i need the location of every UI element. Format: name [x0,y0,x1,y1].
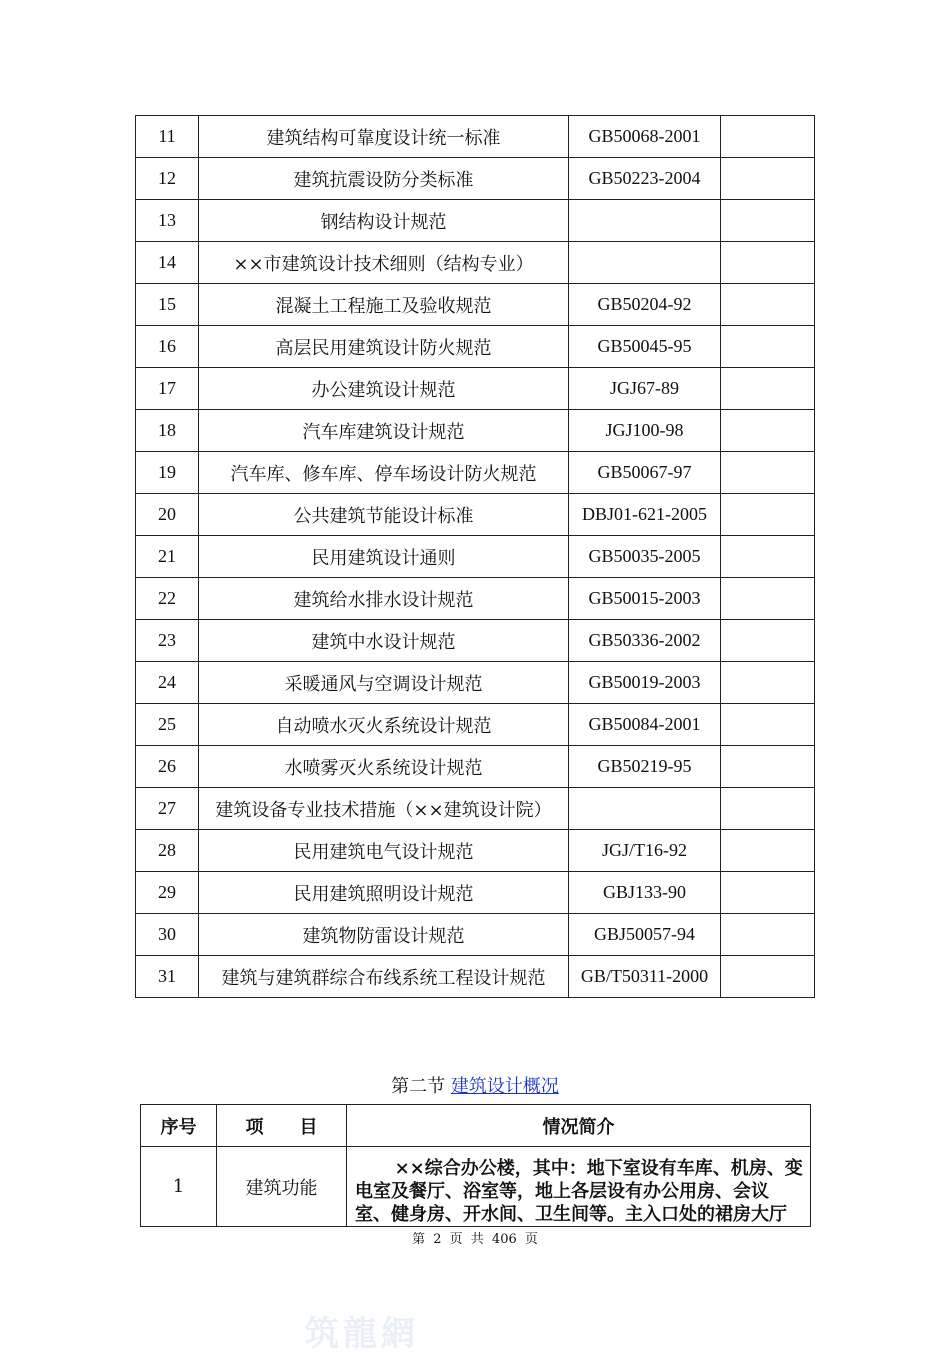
standard-no: 14 [136,242,199,284]
standard-note [721,788,815,830]
standard-no: 26 [136,746,199,788]
standard-row [136,410,815,452]
standard-name: 混凝土工程施工及验收规范 [199,284,569,326]
standard-name: 汽车库建筑设计规范 [199,410,569,452]
standard-no: 17 [136,368,199,410]
standard-no: 13 [136,200,199,242]
standard-note [721,872,815,914]
standard-note [721,410,815,452]
standard-code: GB50336-2002 [569,620,721,662]
standard-no: 23 [136,620,199,662]
standard-no: 16 [136,326,199,368]
standard-no: 29 [136,872,199,914]
standard-no: 31 [136,956,199,998]
standard-row [136,158,815,200]
standard-row [136,116,815,158]
standard-note [721,368,815,410]
standard-row [136,872,815,914]
standard-note [721,284,815,326]
standard-row [136,326,815,368]
standard-note [721,200,815,242]
standard-note [721,746,815,788]
standard-name: 汽车库、修车库、停车场设计防火规范 [199,452,569,494]
standard-code: JGJ/T16-92 [569,830,721,872]
standard-name: 建筑中水设计规范 [199,620,569,662]
standard-code: GB50219-95 [569,746,721,788]
standard-note [721,326,815,368]
standard-row [136,242,815,284]
standard-no: 27 [136,788,199,830]
standard-name: 建筑设备专业技术措施（××建筑设计院） [199,788,569,830]
standard-code: GB50204-92 [569,284,721,326]
standard-no: 18 [136,410,199,452]
standard-code: GB50015-2003 [569,578,721,620]
standard-note [721,578,815,620]
overview-row [141,1147,811,1227]
standard-no: 30 [136,914,199,956]
watermark-logo: 筑龍網 [305,1314,419,1354]
standard-note [721,158,815,200]
standard-no: 24 [136,662,199,704]
standard-row [136,536,815,578]
section-heading [0,1072,950,1098]
standard-name: 民用建筑设计通则 [199,536,569,578]
standard-no: 21 [136,536,199,578]
standard-row [136,788,815,830]
overview-row-no: 1 [141,1147,217,1227]
standard-name: 办公建筑设计规范 [199,368,569,410]
standard-name: 建筑给水排水设计规范 [199,578,569,620]
overview-header-row [141,1105,811,1147]
standard-name: 钢结构设计规范 [199,200,569,242]
standard-note [721,452,815,494]
standard-name: 民用建筑电气设计规范 [199,830,569,872]
standard-note [721,620,815,662]
standard-code: GBJ50057-94 [569,914,721,956]
standard-no: 15 [136,284,199,326]
standard-note [721,116,815,158]
standard-code: GB50019-2003 [569,662,721,704]
standard-code: GB50223-2004 [569,158,721,200]
standard-row [136,746,815,788]
standard-code: GB50084-2001 [569,704,721,746]
standard-note [721,494,815,536]
standard-name: 建筑结构可靠度设计统一标准 [199,116,569,158]
standard-no: 28 [136,830,199,872]
standard-code: JGJ100-98 [569,410,721,452]
standard-code [569,242,721,284]
standard-code [569,788,721,830]
standard-name: 公共建筑节能设计标准 [199,494,569,536]
page-footer: 第 2 页 共 406 页 [412,1232,538,1247]
section-number: 第二节 [391,1076,446,1097]
standard-no: 22 [136,578,199,620]
overview-table [140,1104,811,1227]
section-title-link[interactable]: 建筑设计概况 [450,1076,559,1097]
standard-row [136,284,815,326]
standard-code: GBJ133-90 [569,872,721,914]
standard-name: 采暖通风与空调设计规范 [199,662,569,704]
overview-row-item: 建筑功能 [217,1147,347,1227]
standard-row [136,956,815,998]
standards-table [135,115,815,998]
standard-name: 民用建筑照明设计规范 [199,872,569,914]
standard-name: ××市建筑设计技术细则（结构专业） [199,242,569,284]
standard-name: 自动喷水灭火系统设计规范 [199,704,569,746]
standard-row [136,368,815,410]
standards-table-body [136,116,815,998]
standard-code: GB/T50311-2000 [569,956,721,998]
standard-note [721,704,815,746]
standard-no: 25 [136,704,199,746]
standard-row [136,452,815,494]
standard-code: GB50045-95 [569,326,721,368]
standard-note [721,662,815,704]
standard-code: GB50035-2005 [569,536,721,578]
standard-name: 水喷雾灭火系统设计规范 [199,746,569,788]
standard-row [136,494,815,536]
standard-row [136,578,815,620]
standard-name: 建筑抗震设防分类标准 [199,158,569,200]
standard-row [136,704,815,746]
standard-code: JGJ67-89 [569,368,721,410]
standard-note [721,830,815,872]
header-item: 项 目 [217,1105,347,1147]
standard-row [136,200,815,242]
standard-name: 建筑物防雷设计规范 [199,914,569,956]
standard-row [136,620,815,662]
standard-code: GB50067-97 [569,452,721,494]
standard-no: 11 [136,116,199,158]
header-desc: 情况简介 [347,1105,811,1147]
header-no: 序号 [141,1105,217,1147]
standard-note [721,914,815,956]
standard-note [721,536,815,578]
standard-row [136,914,815,956]
standard-name: 高层民用建筑设计防火规范 [199,326,569,368]
standard-row [136,830,815,872]
standard-code: GB50068-2001 [569,116,721,158]
standard-row [136,662,815,704]
standard-no: 12 [136,158,199,200]
standard-code [569,200,721,242]
standard-no: 19 [136,452,199,494]
overview-row-desc: ××综合办公楼，其中：地下室设有车库、机房、变电室及餐厅、浴室等，地上各层设有办公用房、会议室、健身房、开水间、卫生间等。主入口处的裙房大厅 [347,1147,811,1227]
standard-name: 建筑与建筑群综合布线系统工程设计规范 [199,956,569,998]
standard-code: DBJ01-621-2005 [569,494,721,536]
standard-note [721,242,815,284]
standard-no: 20 [136,494,199,536]
standard-note [721,956,815,998]
